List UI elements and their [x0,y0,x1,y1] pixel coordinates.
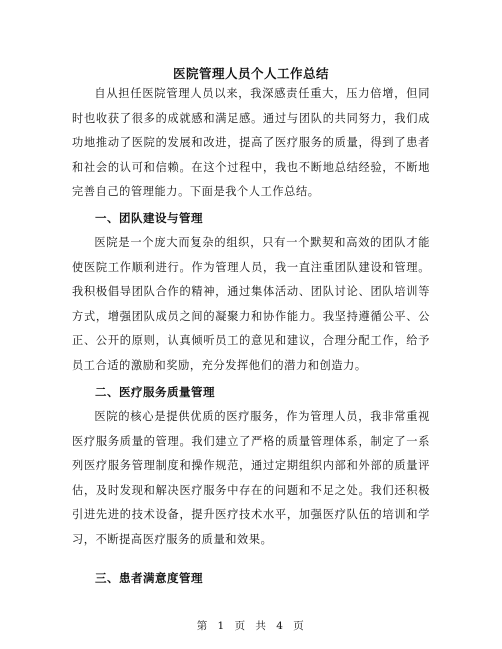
section-paragraph-quality: 医院的核心是提供优质的医疗服务，作为管理人员，我非常重视医疗服务质量的管理。我们建立了严格的质量管理体系，制定了一系列医疗服务管理制度和操作规范，通过定期组织内部和外部的质量评估，及时发现和解决医疗服务中存在的问题和不足之处。我们还积极引进先进的技术设备，提升医疗技术水平，加强医疗队伍的培训和学习，不断提高医疗服务的质量和效果。 [72,410,430,546]
page-number-footer: 第 1 页 共 4 页 [196,620,306,632]
section-heading-satisfaction: 三、患者满意度管理 [95,571,203,585]
section-heading-quality: 二、医疗服务质量管理 [95,385,215,399]
section-paragraph-team: 医院是一个庞大而复杂的组织，只有一个默契和高效的团队才能使医院工作顺利进行。作为管理人员，我一直注重团队建设和管理。我积极倡导团队合作的精神，通过集体活动、团队讨论、团队培训等方式，增强团队成员之间的凝聚力和协作能力。我坚持遵循公平、公正、公开的原则，认真倾听员工的意见和建议，合理分配工作，给予员工合适的激励和奖励，充分发挥他们的潜力和创造力。 [72,236,430,372]
intro-paragraph: 自从担任医院管理人员以来，我深感责任重大，压力倍增，但同时也收获了很多的成就感和满足感。通过与团队的共同努力，我们成功地推动了医院的发展和改进，提高了医疗服务的质量，得到了患者和社会的认可和信赖。在这个过程中，我也不断地总结经验，不断地完善自己的管理能力。下面是我个人工作总结。 [72,87,430,199]
document-title: 医院管理人员个人工作总结 [172,66,329,81]
section-heading-team: 一、团队建设与管理 [95,211,203,225]
